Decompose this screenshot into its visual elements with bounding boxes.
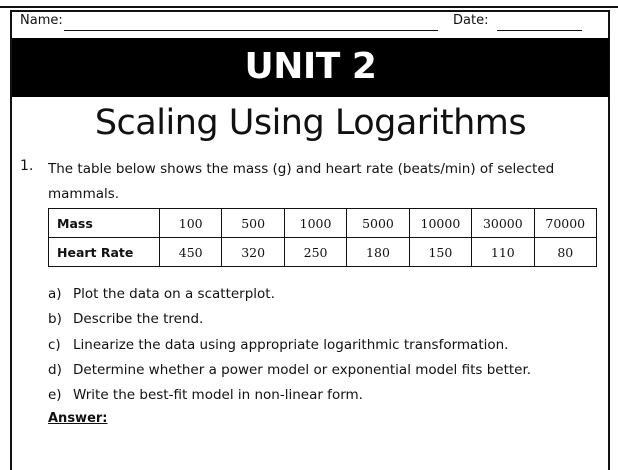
- part-letter: b): [48, 311, 62, 328]
- page-title: Scaling Using Logarithms: [94, 103, 527, 143]
- table-cell: 110: [472, 238, 534, 267]
- part-a: [48, 283, 608, 308]
- table-cell: 10000: [409, 209, 471, 238]
- table-cell: 80: [534, 238, 596, 267]
- part-letter: a): [48, 286, 62, 302]
- part-c: [48, 334, 608, 359]
- date-label: Date:: [453, 13, 489, 28]
- data-table: [48, 208, 597, 267]
- unit-banner: UNIT 2: [12, 38, 609, 97]
- table-cell: 450: [160, 238, 222, 267]
- part-text: Linearize the data using appropriate logarithmic transformation.: [73, 336, 509, 353]
- part-letter: d): [48, 361, 62, 378]
- date-field-line[interactable]: [497, 30, 582, 31]
- question-text: The table below shows the mass (g) and heart rate (beats/min) of selected mammals.: [48, 161, 555, 202]
- part-b: [48, 308, 608, 333]
- part-letter: c): [48, 336, 61, 353]
- header-row: [20, 13, 610, 33]
- table-cell: 5000: [347, 209, 409, 238]
- part-letter: e): [48, 387, 62, 404]
- row-header-mass: Mass: [49, 209, 160, 238]
- table-cell: 70000: [534, 209, 596, 238]
- table-cell: 150: [409, 238, 471, 267]
- part-text: Describe the trend.: [73, 311, 204, 328]
- answer-label: Answer:: [48, 411, 108, 426]
- table-cell: 500: [222, 209, 284, 238]
- part-d: [48, 359, 608, 384]
- question-number: 1.: [20, 158, 34, 174]
- part-e: [48, 384, 608, 409]
- name-field-line[interactable]: [64, 30, 438, 31]
- table-cell: 320: [222, 238, 284, 267]
- top-rule: [0, 6, 618, 8]
- name-label: Name:: [20, 13, 63, 28]
- table-cell: 30000: [472, 209, 534, 238]
- table-cell: 180: [347, 238, 409, 267]
- question-parts: [48, 283, 608, 409]
- table-cell: 100: [160, 209, 222, 238]
- part-text: Write the best-fit model in non-linear form.: [73, 387, 363, 404]
- table-row-mass: [49, 209, 597, 238]
- table-cell: 1000: [284, 209, 346, 238]
- table-cell: 250: [284, 238, 346, 267]
- part-text: Determine whether a power model or exponential model fits better.: [73, 361, 532, 378]
- row-header-heart-rate: Heart Rate: [49, 238, 160, 267]
- part-text: Plot the data on a scatterplot.: [73, 286, 275, 302]
- table-row-heart-rate: [49, 238, 597, 267]
